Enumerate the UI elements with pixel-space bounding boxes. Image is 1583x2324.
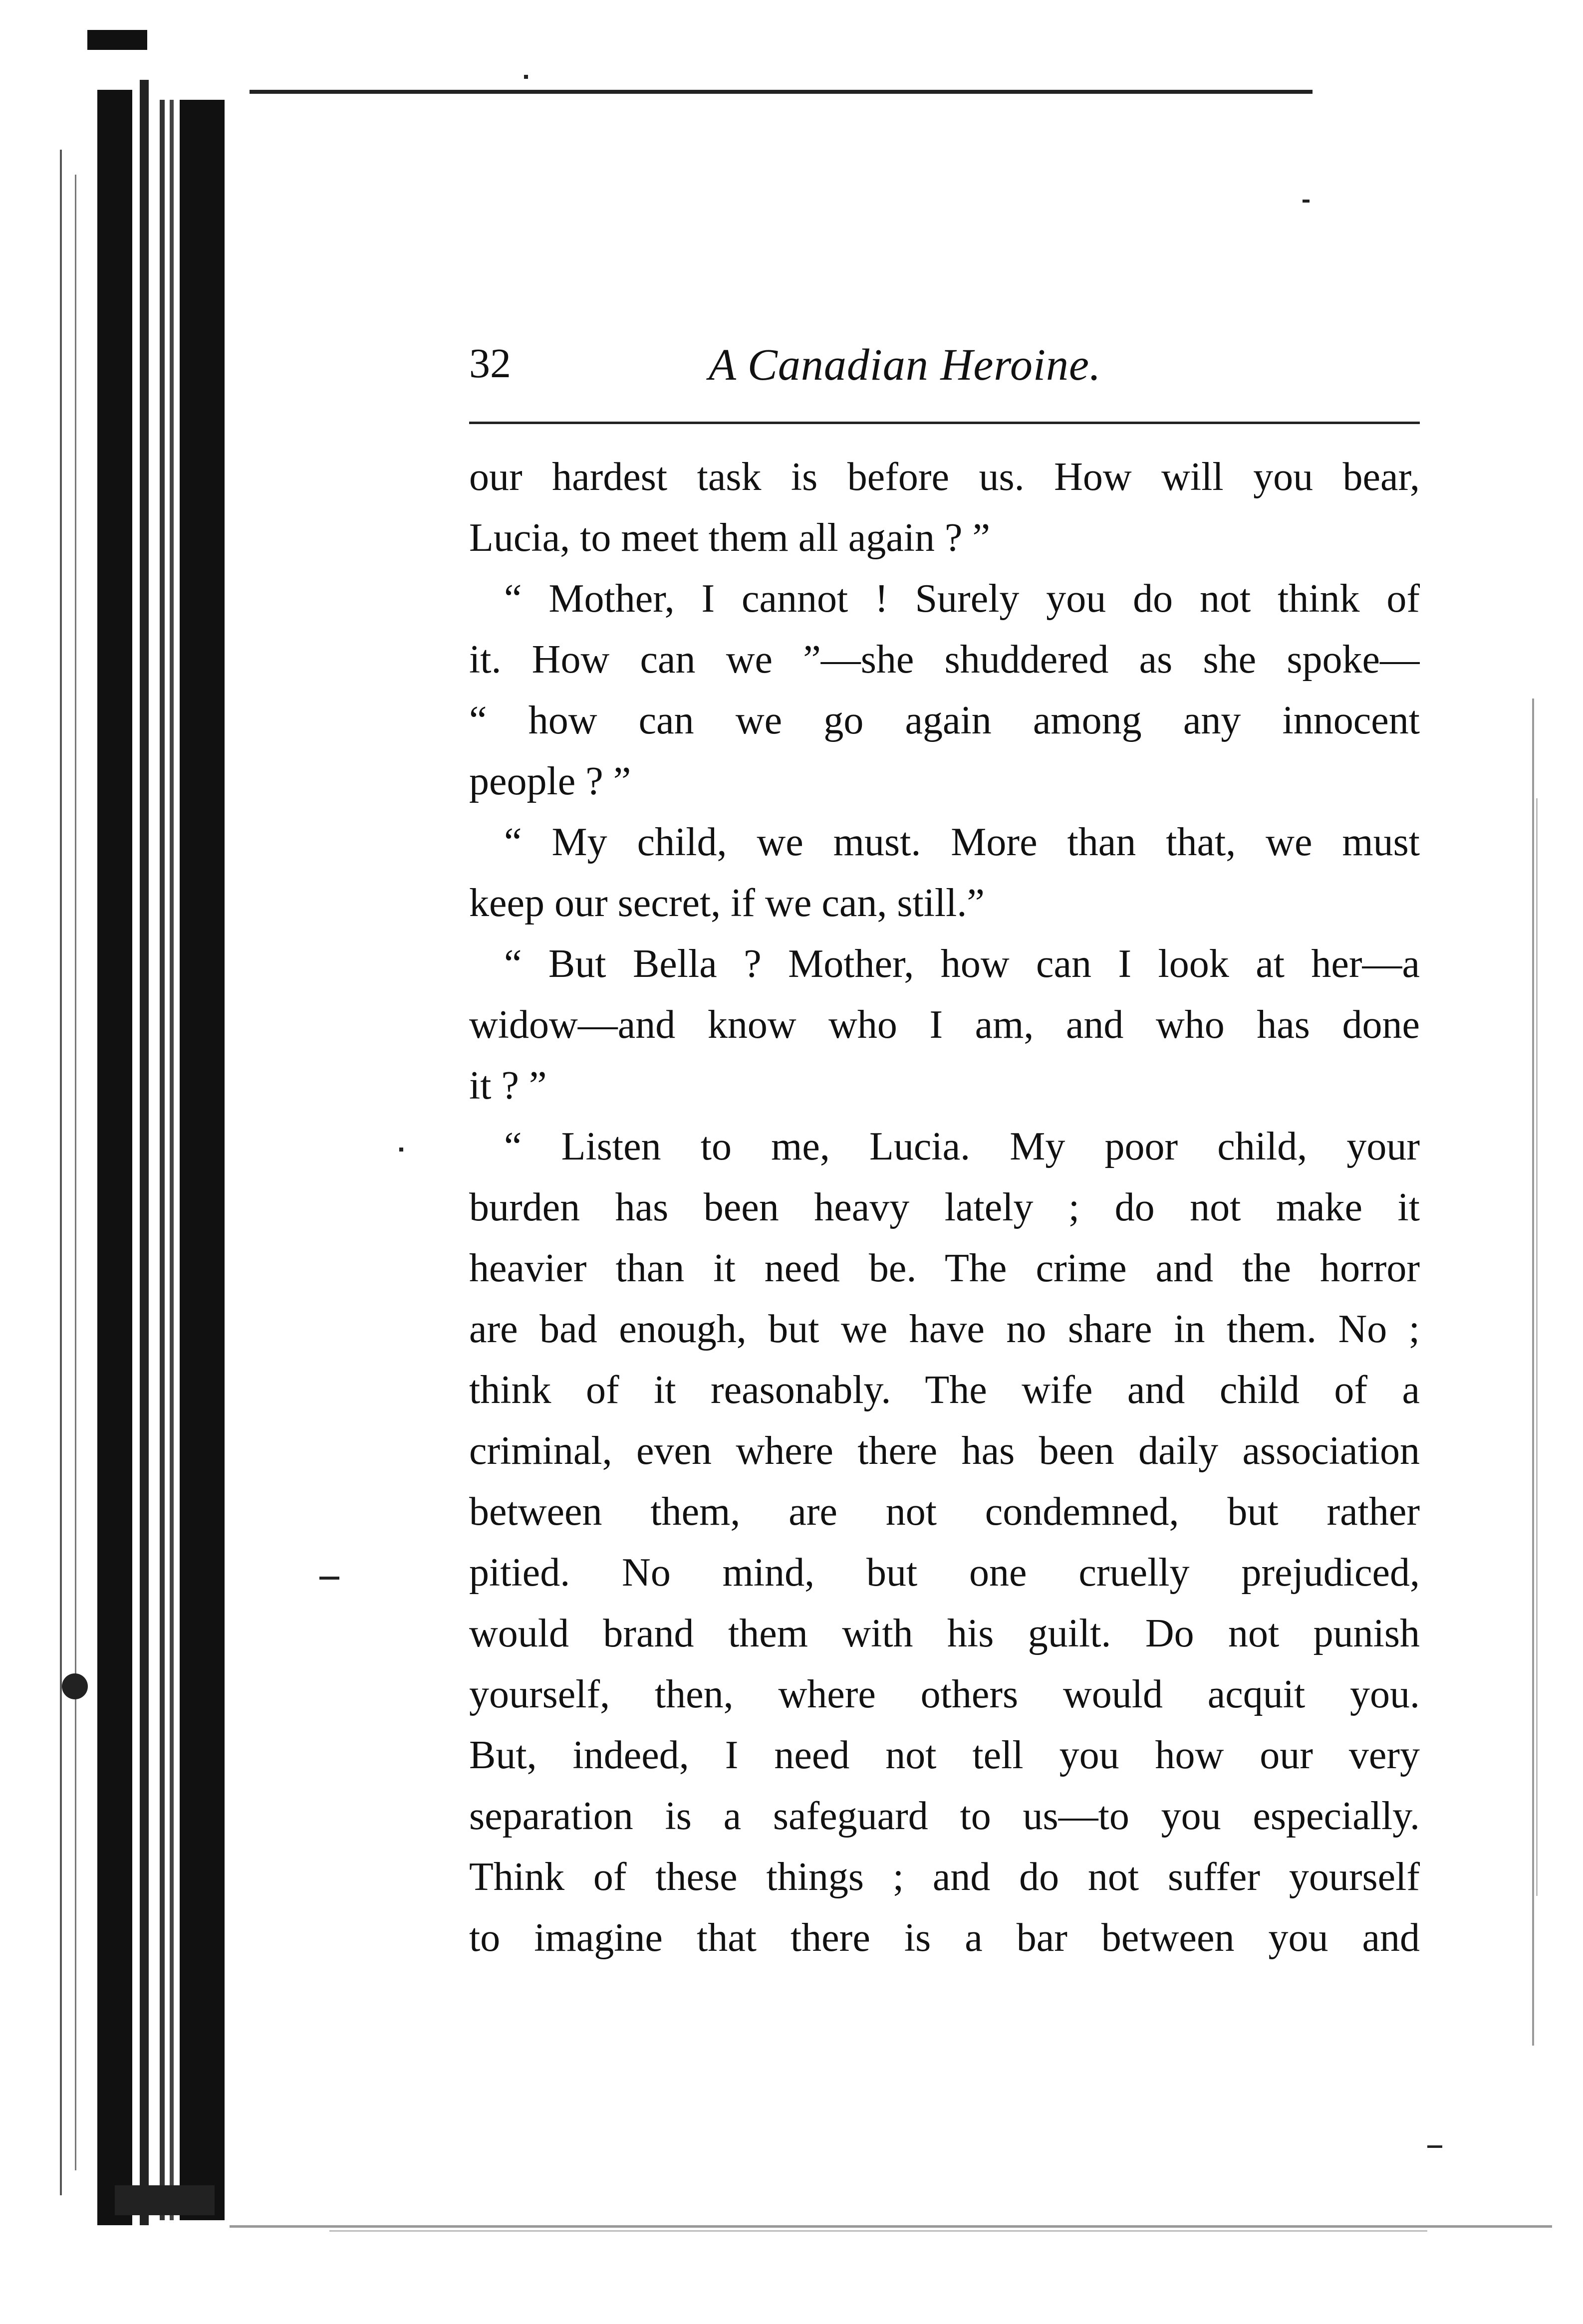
text-line: people ? ” — [469, 759, 631, 803]
text-line: “ Listen to me, Lucia. My poor child, your — [504, 1125, 1420, 1168]
text-line: Lucia, to meet them all again ? ” — [469, 516, 990, 560]
text-line: pitied. No mind, but one cruelly prejudiced, — [469, 1551, 1420, 1595]
text-line: separation is a safeguard to us—to you especially. — [469, 1794, 1420, 1838]
text-line: between them, are not condemned, but rather — [469, 1490, 1420, 1534]
page-number: 32 — [469, 340, 511, 387]
ink-speck — [319, 1577, 339, 1580]
text-line: Think of these things ; and do not suffer yourself — [469, 1855, 1420, 1899]
ink-speck — [524, 75, 528, 79]
text-line: yourself, then, where others would acquit you. — [469, 1672, 1420, 1716]
text-line: keep our secret, if we can, still.” — [469, 881, 985, 925]
book-page — [469, 319, 1420, 1960]
text-line: it ? ” — [469, 1064, 547, 1108]
text-line: would brand them with his guilt. Do not punish — [469, 1612, 1420, 1655]
text-line: our hardest task is before us. How will you bear, — [469, 455, 1420, 499]
text-line: burden has been heavy lately ; do not make it — [469, 1185, 1420, 1229]
text-line: are bad enough, but we have no share in them. No ; — [469, 1307, 1420, 1351]
scan-top-border — [250, 90, 1313, 94]
text-line: to imagine that there is a bar between you and — [469, 1916, 1420, 1960]
running-title: A Canadian Heroine. — [709, 340, 1101, 390]
ink-speck — [1303, 200, 1310, 203]
text-line: heavier than it need be. The crime and the horror — [469, 1246, 1420, 1290]
scan-bottom-edge-noise — [230, 2210, 1552, 2245]
header-rule — [469, 422, 1420, 424]
scan-right-edge-noise — [1527, 698, 1542, 2046]
text-line: criminal, even where there has been daily association — [469, 1429, 1420, 1473]
text-line: But, indeed, I need not tell you how our very — [469, 1733, 1420, 1777]
text-line: “ Mother, I cannot ! Surely you do not think of — [504, 577, 1420, 621]
text-line: “ But Bella ? Mother, how can I look at her—a — [504, 942, 1420, 986]
text-line: “ how can we go again among any innocent — [469, 698, 1420, 742]
ink-speck — [399, 1148, 403, 1152]
book-binding-edge — [0, 0, 240, 2324]
ink-speck — [1427, 2145, 1442, 2148]
page-header — [469, 319, 1420, 402]
text-line: think of it reasonably. The wife and child of a — [469, 1368, 1420, 1412]
text-line: “ My child, we must. More than that, we must — [504, 820, 1420, 864]
text-line: it. How can we ”—she shuddered as she spoke— — [469, 638, 1420, 682]
text-line: widow—and know who I am, and who has done — [469, 1003, 1420, 1047]
body-text — [469, 447, 1420, 1968]
